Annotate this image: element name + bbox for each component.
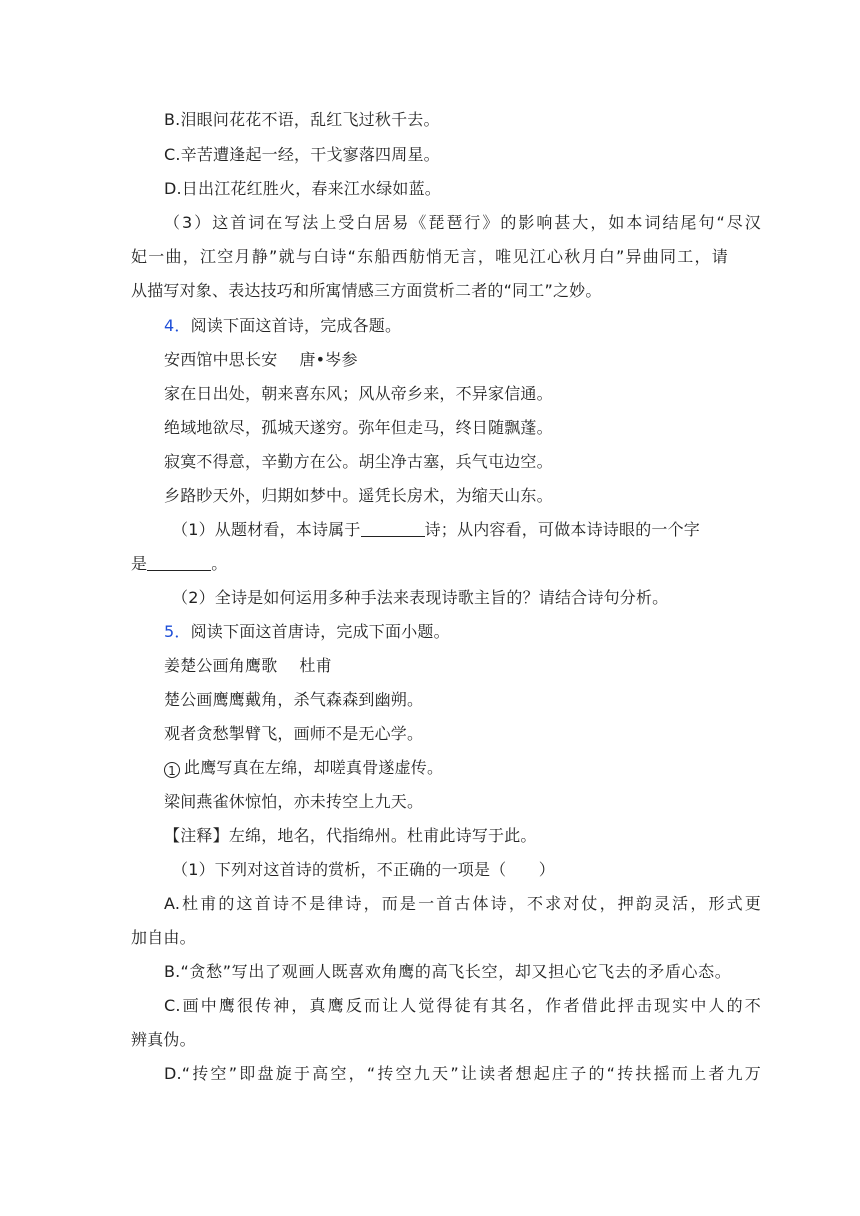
q5-note-label: 【注释】	[164, 826, 229, 845]
q4-sub1-line2	[131, 554, 227, 574]
q5-option-c-line2: 辨真伪。	[131, 1030, 196, 1049]
q5-poem-line: 此鹰写真在左绵，却嗟真骨遂虚传。	[184, 758, 444, 777]
q5-poem-line-marked	[164, 758, 443, 778]
q4-number: 4．	[164, 316, 191, 335]
q3-sub3-line1: （3）这首词在写法上受白居易《琵琶行》的影响甚大，如本词结尾句“尽汉	[164, 213, 761, 232]
q5-sub1: （1）下列对这首诗的赏析，不正确的一项是（ ）	[172, 860, 555, 879]
q4-sub2: （2）全诗是如何运用多种手法来表现诗歌主旨的？请结合诗句分析。	[172, 588, 669, 607]
q3-sub3-line3: 从描写对象、表达技巧和所寓情感三方面赏析二者的“同工”之妙。	[131, 281, 602, 300]
q4-poem-header	[164, 350, 358, 370]
q5-prompt: 阅读下面这首唐诗，完成下面小题。	[190, 622, 450, 641]
q3-option-c: C.辛苦遭逢起一经，干戈寥落四周星。	[164, 145, 440, 164]
q3-option-b: B.泪眼问花花不语，乱红飞过秋千去。	[164, 110, 440, 129]
q5-number: 5．	[164, 622, 191, 641]
q3-sub3-line2: 妃一曲，江空月静”就与白诗“东船西舫悄无言，唯见江心秋月白”异曲同工，请	[131, 247, 728, 266]
q5-poem-line: 观者贪愁掣臂飞，画师不是无心学。	[164, 724, 424, 743]
q4-sub1-text: 是	[131, 554, 148, 573]
q5-note	[164, 826, 537, 846]
q4-prompt: 阅读下面这首诗，完成各题。	[190, 316, 402, 335]
q4-poem-title: 安西馆中思长安	[164, 350, 278, 369]
q4-poem-line: 家在日出处，朝来喜东风；风从帝乡来，不异家信通。	[164, 384, 553, 403]
q5-option-b: B.“贪愁”写出了观画人既喜欢角鹰的高飞长空，却又担心它飞去的矛盾心态。	[164, 962, 731, 981]
circled-number-one-mark: 1	[164, 762, 180, 778]
q4-sub1-line1	[172, 520, 700, 540]
q5-poem-header	[164, 656, 332, 676]
q4-sub1-text: 。	[211, 554, 228, 573]
q5-note-text: 左绵，地名，代指绵州。杜甫此诗写于此。	[228, 826, 537, 845]
q5-poem-line: 梁间燕雀休惊怕，亦未抟空上九天。	[164, 792, 424, 811]
q4-poem-author: 唐•岑参	[299, 350, 358, 369]
q4-poem-line: 绝域地欲尽，孤城天遂穷。弥年但走马，终日随飘蓬。	[164, 418, 553, 437]
q4-heading	[164, 316, 401, 336]
q5-poem-line: 楚公画鹰鹰戴角，杀气森森到幽朔。	[164, 690, 424, 709]
q5-poem-author: 杜甫	[299, 656, 332, 675]
q5-option-d-line1: D.“抟空”即盘旋于高空，“抟空九天”让读者想起庄子的“抟扶摇而上者九万	[164, 1064, 761, 1083]
q3-option-d: D.日出江花红胜火，春来江水绿如蓝。	[164, 179, 442, 198]
q5-option-c-line1: C.画中鹰很传神，真鹰反而让人觉得徒有其名，作者借此抨击现实中人的不	[164, 996, 761, 1015]
q5-option-a-line1: A.杜甫的这首诗不是律诗，而是一首古体诗，不求对仗，押韵灵活，形式更	[164, 894, 761, 913]
q5-option-a-line2: 加自由。	[131, 928, 196, 947]
q5-poem-title: 姜楚公画角鹰歌	[164, 656, 278, 675]
q4-sub1-text: 诗；从内容看，可做本诗诗眼的一个字	[424, 520, 700, 539]
q4-poem-line: 寂寞不得意，辛勤方在公。胡尘净古塞，兵气屯边空。	[164, 452, 553, 471]
q4-poem-line: 乡路眇天外，归期如梦中。遥凭长房术，为缩天山东。	[164, 486, 553, 505]
q4-sub1-text: （1）从题材看，本诗属于	[172, 520, 361, 539]
q5-heading	[164, 622, 450, 642]
answer-blank[interactable]	[147, 554, 211, 571]
answer-blank[interactable]	[361, 520, 425, 537]
